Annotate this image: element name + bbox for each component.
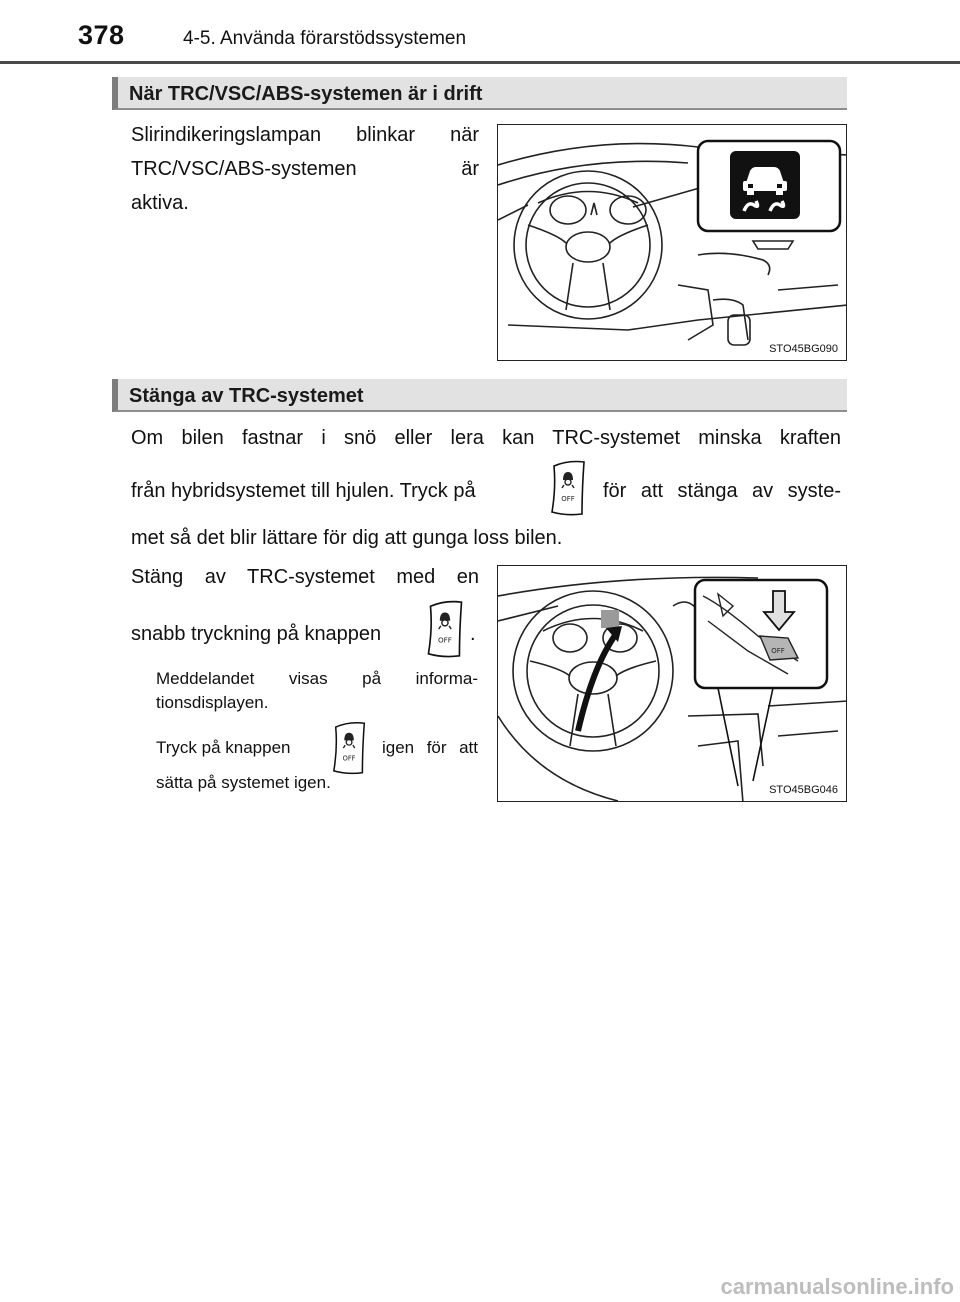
section-heading-trc-off (112, 379, 847, 412)
note-line: Meddelandet visas på informa- (156, 669, 478, 688)
header-divider (0, 61, 960, 64)
slip-indicator-icon (730, 151, 800, 219)
intro-line-2a: från hybridsystemet till hjulen. Tryck på (131, 480, 476, 502)
intro-line: met så det blir lättare för dig att gunga loss bilen. (131, 527, 563, 549)
steering-wheel-illustration (498, 566, 847, 802)
step-line-2: snabb tryckning på knappen (131, 623, 382, 645)
note-line-2a: Tryck på knappen (156, 738, 291, 757)
note-line-2b: igen för att (382, 738, 478, 757)
button-callout (695, 580, 827, 688)
intro-line-2b: för att stänga av syste- (603, 480, 841, 502)
watermark: carmanualsonline.info (720, 1274, 954, 1299)
step-period: . (470, 623, 476, 645)
section-heading-trc-vsc-abs (112, 77, 847, 110)
vsc-off-button-icon (548, 458, 590, 523)
chapter-title: 4-5. Använda förarstödssystemen (183, 28, 467, 49)
section1-paragraph (131, 118, 479, 186)
text-line: aktiva. (131, 192, 189, 214)
page-number: 378 (78, 20, 125, 50)
text-line: Slirindikeringslampan blinkar när (131, 124, 479, 146)
vsc-off-button-icon (330, 719, 370, 782)
step-line: Stäng av TRC-systemet med en (131, 566, 479, 588)
figure-slip-indicator (497, 124, 847, 361)
note-line: sätta på systemet igen. (156, 773, 331, 792)
intro-line: Om bilen fastnar i snö eller lera kan TRC-systemet minska kraften (131, 427, 841, 449)
vsc-off-button-icon (424, 598, 468, 665)
svg-text:OFF: OFF (771, 647, 785, 655)
svg-text:OFF: OFF (561, 495, 575, 503)
figure-code: STO45BG046 (769, 784, 838, 796)
svg-text:OFF: OFF (342, 754, 356, 763)
text-line: TRC/VSC/ABS-systemen är (131, 158, 479, 180)
svg-text:OFF: OFF (437, 635, 452, 645)
section-heading-text: Stänga av TRC-systemet (129, 385, 364, 407)
figure-trc-off-button (497, 565, 847, 802)
dashboard-illustration (498, 125, 847, 361)
figure-code: STO45BG090 (769, 343, 838, 355)
section-heading-text: När TRC/VSC/ABS-systemen är i drift (129, 83, 483, 105)
note-line: tionsdisplayen. (156, 693, 269, 712)
